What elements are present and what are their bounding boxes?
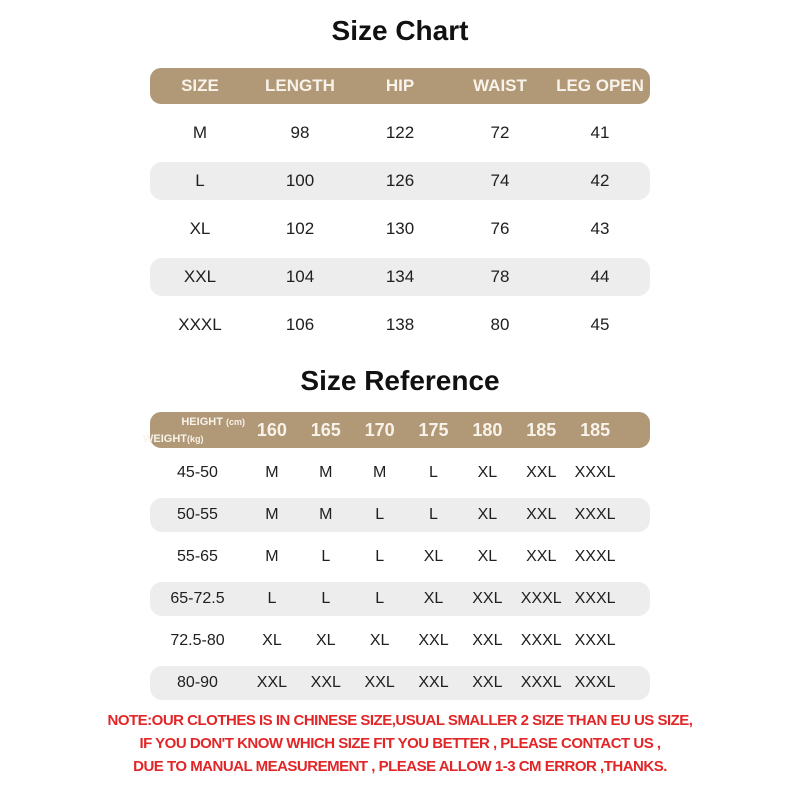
leg-open-cell: 44	[590, 267, 610, 286]
waist-cell: 74	[490, 171, 510, 190]
leg-open-cell: 45	[590, 315, 610, 334]
size-cell: XXL	[256, 674, 288, 691]
size-cell: XXXL	[574, 632, 616, 649]
size-cell: M	[265, 464, 279, 481]
size-cell: XL	[477, 548, 498, 565]
waist-cell: 80	[490, 315, 510, 334]
weight-axis-label: WEIGHT(kg)	[143, 433, 204, 445]
hip-cell: 138	[385, 315, 415, 334]
height-weight-corner-cell	[143, 412, 245, 448]
leg-open-cell: 43	[590, 219, 610, 238]
size-reference-title: Size Reference	[300, 365, 500, 396]
weight-range-cell: 65-72.5	[170, 590, 225, 607]
size-cell: XL	[477, 464, 498, 481]
size-cell: XXL	[472, 632, 503, 649]
size-cell: XXXL	[520, 590, 562, 607]
size-chart-header-hip: HIP	[385, 76, 415, 95]
weight-range-cell: 55-65	[177, 548, 218, 565]
size-chart-table	[150, 68, 650, 344]
waist-cell: 72	[490, 123, 510, 142]
note-line: IF YOU DON'T KNOW WHICH SIZE FIT YOU BETTER , PLEASE CONTACT US ,	[139, 735, 661, 752]
length-cell: 102	[285, 219, 315, 238]
weight-range-cell: 80-90	[177, 674, 218, 691]
size-cell: M	[192, 123, 208, 142]
size-cell: XXXL	[520, 674, 562, 691]
table-row	[150, 258, 650, 296]
length-cell: 98	[290, 123, 310, 142]
height-column-header: 165	[310, 419, 341, 440]
height-column-header: 170	[364, 419, 395, 440]
size-cell: L	[321, 590, 331, 607]
length-cell: 106	[285, 315, 315, 334]
size-chart-header-length: LENGTH	[265, 76, 335, 95]
hip-cell: 134	[385, 267, 415, 286]
length-cell: 104	[285, 267, 315, 286]
size-cell: M	[372, 464, 387, 481]
note-line: DUE TO MANUAL MEASUREMENT , PLEASE ALLOW 1-3 CM ERROR ,THANKS.	[133, 758, 667, 775]
size-cell: M	[265, 548, 279, 565]
size-chart-header-leg-open: LEG OPEN	[556, 76, 644, 95]
height-column-header: 185	[580, 419, 611, 440]
size-cell: XXL	[472, 674, 503, 691]
table-row	[150, 306, 650, 344]
size-note	[0, 709, 800, 778]
size-cell: L	[429, 506, 438, 523]
table-row	[150, 162, 650, 200]
size-cell: M	[319, 464, 333, 481]
table-row	[150, 456, 650, 490]
size-chart-header-waist: WAIST	[473, 76, 527, 95]
note-line: NOTE:OUR CLOTHES IS IN CHINESE SIZE,USUAL SMALLER 2 SIZE THAN EU US SIZE,	[107, 712, 693, 729]
size-cell: XXL	[418, 632, 449, 649]
table-row	[150, 114, 650, 152]
size-reference-header-row	[143, 412, 650, 448]
table-row	[150, 582, 650, 616]
size-cell: XL	[477, 506, 498, 523]
size-cell: XL	[423, 590, 444, 607]
size-cell: L	[321, 548, 331, 565]
size-cell: XXXL	[574, 674, 616, 691]
size-cell: XXL	[364, 674, 395, 691]
size-cell: XXXL	[574, 464, 616, 481]
size-cell: XL	[189, 219, 211, 238]
size-cell: XXL	[472, 590, 503, 607]
waist-cell: 78	[490, 267, 510, 286]
size-reference-table	[143, 412, 650, 700]
size-cell: XXL	[526, 548, 557, 565]
size-cell: XXXL	[574, 590, 616, 607]
weight-range-cell: 45-50	[177, 464, 218, 481]
table-row	[150, 624, 650, 658]
size-cell: XL	[316, 632, 336, 649]
table-row	[150, 666, 650, 700]
size-cell: XXL	[310, 674, 341, 691]
hip-cell: 130	[385, 219, 415, 238]
size-cell: M	[265, 506, 279, 523]
size-cell: L	[375, 506, 385, 523]
size-chart-header-row	[150, 68, 650, 104]
size-cell: XXXL	[574, 548, 616, 565]
size-chart-header-size: SIZE	[181, 76, 219, 95]
size-cell: XXL	[418, 674, 449, 691]
weight-range-cell: 50-55	[177, 506, 218, 523]
leg-open-cell: 42	[590, 171, 610, 190]
size-cell: XL	[369, 632, 390, 649]
height-column-header: 180	[472, 419, 503, 440]
waist-cell: 76	[490, 219, 510, 238]
height-column-header: 175	[418, 419, 449, 440]
size-cell: L	[375, 548, 385, 565]
size-cell: XXL	[526, 464, 557, 481]
size-cell: XL	[262, 632, 282, 649]
height-column-header: 185	[526, 419, 557, 440]
size-cell: M	[319, 506, 333, 523]
size-cell: XXXL	[178, 315, 222, 334]
weight-range-cell: 72.5-80	[170, 632, 225, 649]
size-cell: XL	[423, 548, 444, 565]
table-row	[150, 498, 650, 532]
table-row	[150, 540, 650, 574]
size-cell: XXXL	[574, 506, 616, 523]
length-cell: 100	[285, 171, 315, 190]
hip-cell: 122	[385, 123, 415, 142]
size-cell: XXXL	[520, 632, 562, 649]
size-cell: XXL	[183, 267, 217, 286]
height-column-header: 160	[256, 419, 287, 440]
size-cell: L	[375, 590, 385, 607]
size-cell: L	[267, 590, 277, 607]
size-chart-title: Size Chart	[331, 15, 469, 46]
size-cell: L	[429, 464, 438, 481]
table-row	[150, 210, 650, 248]
size-cell: L	[195, 171, 205, 190]
hip-cell: 126	[385, 171, 415, 190]
leg-open-cell: 41	[590, 123, 610, 142]
size-cell: XXL	[526, 506, 557, 523]
height-axis-label: HEIGHT (cm)	[181, 416, 245, 428]
